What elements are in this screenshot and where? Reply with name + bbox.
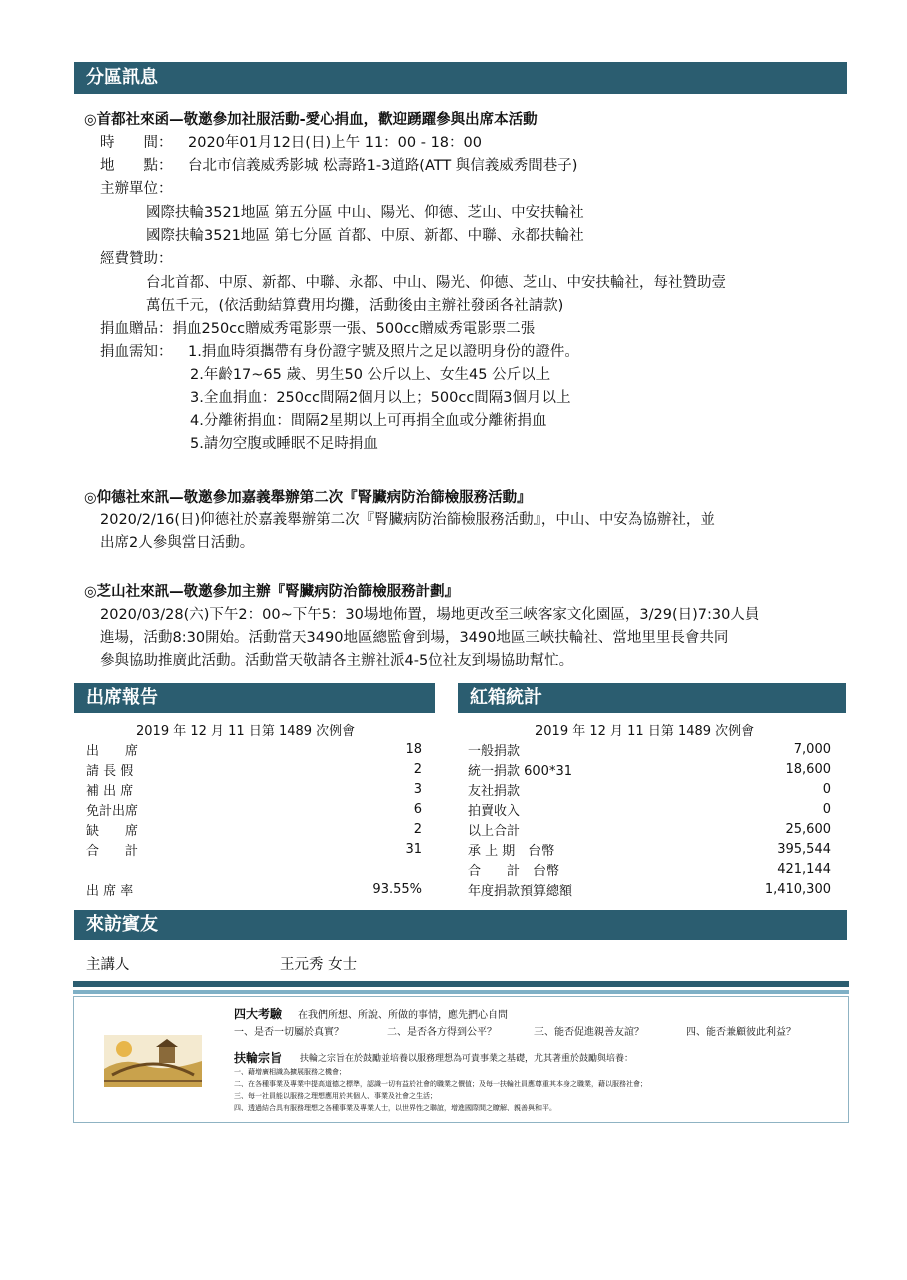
four-way-test-2: 二、是否各方得到公平？ <box>387 1027 497 1038</box>
redbox-value-4: 0 <box>822 802 831 817</box>
attendance-label-2: 請 長 假 <box>86 764 134 779</box>
four-way-test-intro: 在我們所想、所說、所做的事情，應先捫心自問 <box>298 1010 508 1021</box>
item1-notice-4: 4.分離術捐血：間隔2星期以上可再捐全血或分離術捐血 <box>190 413 547 429</box>
item1-host-1: 國際扶輪3521地區 第五分區 中山、陽光、仰德、芝山、中安扶輪社 <box>146 205 584 221</box>
redbox-label-5: 以上合計 <box>468 824 521 839</box>
redbox-label-7: 合 計 台幣 <box>468 864 560 879</box>
item2-line-2: 出席2人參與當日活動。 <box>100 535 255 551</box>
item1-place-label: 地 點： <box>100 158 173 174</box>
attendance-rate-label: 出 席 率 <box>86 884 134 899</box>
item1-time: 2020年01月12日(日)上午 11：00 - 18：00 <box>188 135 482 151</box>
attendance-value-4: 6 <box>413 802 422 817</box>
section-header-redbox: 紅箱統計 <box>458 683 846 713</box>
footer-divider-dark <box>73 981 849 987</box>
section-header-attendance: 出席報告 <box>74 683 435 713</box>
item2-line-1: 2020/2/16(日)仰德社於嘉義舉辦第二次『腎臟病防治篩檢服務活動』，中山、中安為協辦社，並 <box>100 512 715 528</box>
item3-heading: ◎芝山社來訊—敬邀參加主辦『腎臟病防治篩檢服務計劃』 <box>84 584 460 600</box>
footer-illustration <box>104 1035 202 1087</box>
attendance-meeting: 2019 年 12 月 11 日第 1489 次例會 <box>136 724 356 739</box>
redbox-value-1: 7,000 <box>793 742 831 757</box>
redbox-value-5: 25,600 <box>785 822 831 837</box>
four-way-test-4: 四、能否兼顧彼此利益？ <box>686 1027 796 1038</box>
redbox-label-2: 統一捐款 600*31 <box>468 764 572 779</box>
attendance-label-4: 免計出席 <box>86 804 139 819</box>
footer-divider-light <box>73 990 849 994</box>
item1-gift: 捐血贈品：捐血250cc贈威秀電影票一張、500cc贈威秀電影票二張 <box>100 321 536 337</box>
visitor-role: 主講人 <box>86 957 130 973</box>
item3-line-2: 進場，活動8:30開始。活動當天3490地區總監會到場，3490地區三峽扶輪社、當地里里長會共同 <box>100 630 729 646</box>
object-of-rotary-title: 扶輪宗旨 <box>234 1051 283 1065</box>
item1-fund-2: 萬伍千元，(依活動結算費用均攤，活動後由主辦社發函各社請款) <box>146 298 564 314</box>
item1-time-label: 時 間： <box>100 135 173 151</box>
redbox-value-2: 18,600 <box>785 762 831 777</box>
item1-host-label: 主辦單位： <box>100 181 173 197</box>
redbox-label-3: 友社捐款 <box>468 784 521 799</box>
item1-notice-3: 3.全血捐血：250cc間隔2個月以上；500cc間隔3個月以上 <box>190 390 571 406</box>
attendance-value-6: 31 <box>405 842 422 857</box>
redbox-meeting: 2019 年 12 月 11 日第 1489 次例會 <box>535 724 755 739</box>
item1-notice-label: 捐血需知： <box>100 344 173 360</box>
attendance-value-2: 2 <box>413 762 422 777</box>
visitor-name: 王元秀 女士 <box>280 957 358 973</box>
redbox-value-7: 421,144 <box>777 862 831 877</box>
redbox-label-8: 年度捐款預算總額 <box>468 884 573 899</box>
attendance-label-6: 合 計 <box>86 844 139 859</box>
section-header-district: 分區訊息 <box>74 62 847 94</box>
item1-notice-2: 2.年齡17~65 歲、男生50 公斤以上、女生45 公斤以上 <box>190 367 551 383</box>
redbox-value-6: 395,544 <box>777 842 831 857</box>
object-of-rotary-2: 二、在各種事業及專業中提高道德之標準，認識一切有益於社會的職業之價值；及每一扶輪社員應尊重其本身之職業，藉以服務社會； <box>234 1080 647 1088</box>
item1-place: 台北市信義威秀影城 松壽路1-3道路(ATT 與信義威秀間巷子) <box>188 158 578 174</box>
attendance-rate-value: 93.55% <box>372 882 422 897</box>
four-way-test-1: 一、是否一切屬於真實？ <box>234 1027 344 1038</box>
item1-heading: ◎首都社來函—敬邀參加社服活動-愛心捐血，歡迎踴躍參與出席本活動 <box>84 112 538 128</box>
object-of-rotary-3: 三、每一社員能以服務之理想應用於其個人、事業及社會之生活； <box>234 1092 437 1100</box>
item1-host-2: 國際扶輪3521地區 第七分區 首都、中原、新都、中聯、永都扶輪社 <box>146 228 584 244</box>
four-way-test-title: 四大考驗 <box>234 1007 283 1021</box>
four-way-test-3: 三、能否促進親善友誼？ <box>534 1027 644 1038</box>
object-of-rotary-intro: 扶輪之宗旨在於鼓勵並培養以服務理想為可貴事業之基礎，尤其著重於鼓勵與培養： <box>300 1054 634 1064</box>
redbox-label-4: 拍賣收入 <box>468 804 521 819</box>
item1-notice-1: 1.捐血時須攜帶有身份證字號及照片之足以證明身份的證件。 <box>188 344 579 360</box>
object-of-rotary-1: 一、藉增廣相識為擴展服務之機會； <box>234 1068 346 1076</box>
item1-notice-5: 5.請勿空腹或睡眠不足時捐血 <box>190 436 378 452</box>
redbox-value-8: 1,410,300 <box>764 882 831 897</box>
attendance-label-3: 補 出 席 <box>86 784 134 799</box>
footer-box <box>73 996 849 1123</box>
attendance-label-5: 缺 席 <box>86 824 139 839</box>
attendance-value-3: 3 <box>413 782 422 797</box>
section-header-visitors: 來訪賓友 <box>74 910 847 940</box>
item3-line-3: 參與協助推廣此活動。活動當天敬請各主辦社派4-5位社友到場協助幫忙。 <box>100 653 574 669</box>
object-of-rotary-4: 四、透過結合具有服務理想之各種事業及專業人士，以世界性之聯誼，增進國際間之瞭解、親善與和平。 <box>234 1104 556 1112</box>
redbox-value-3: 0 <box>822 782 831 797</box>
attendance-value-5: 2 <box>413 822 422 837</box>
attendance-label-1: 出 席 <box>86 744 139 759</box>
redbox-label-1: 一般捐款 <box>468 744 521 759</box>
item1-fund-1: 台北首都、中原、新都、中聯、永都、中山、陽光、仰德、芝山、中安扶輪社，每社贊助壹 <box>146 275 726 291</box>
item2-heading: ◎仰德社來訊—敬邀參加嘉義舉辦第二次『腎臟病防治篩檢服務活動』 <box>84 490 532 506</box>
attendance-value-1: 18 <box>405 742 422 757</box>
item1-fund-label: 經費贊助： <box>100 251 173 267</box>
redbox-label-6: 承 上 期 台幣 <box>468 844 555 859</box>
item3-line-1: 2020/03/28(六)下午2：00~下午5：30場地佈置，場地更改至三峽客家文化園區，3/29(日)7:30人員 <box>100 607 760 623</box>
